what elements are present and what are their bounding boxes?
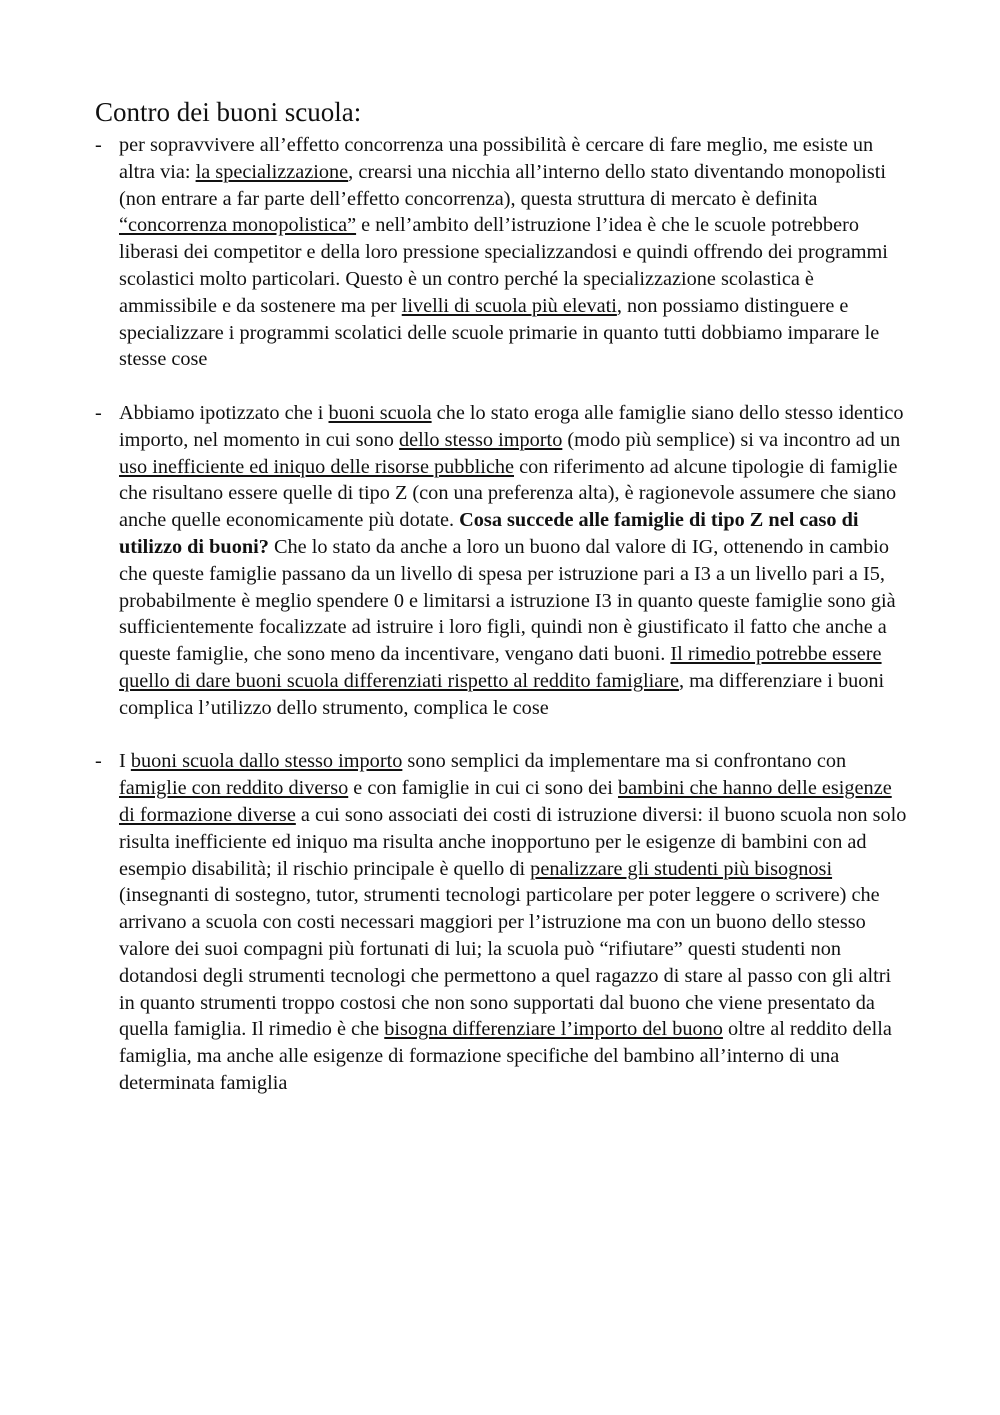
underlined-text: penalizzare gli studenti più bisognosi <box>530 857 833 880</box>
bold-question: Cosa succede alle famiglie di tipo Z nel caso di utilizzo di buoni? <box>119 509 859 558</box>
text-run: per sopravvivere all’effetto concorrenza una possibilità è cercare di fare meglio, me esiste un altra via: <box>119 134 874 183</box>
underlined-text: “concorrenza monopolistica” <box>119 214 357 237</box>
item-text <box>119 750 906 1094</box>
text-run: sono semplici da implementare ma si confrontano con <box>402 750 847 773</box>
bullet-dash: - <box>95 134 102 156</box>
text-run: a cui sono associati dei costi di istruzione diversi: il buono scuola non solo risulta inefficiente ed iniquo ma risulta anche inopportuno per le esigenze di bambini con ad esempio disabilità; il rischio principale è quello di <box>119 803 907 880</box>
underlined-text: bambini che hanno delle esigenze di formazione diverse <box>119 777 892 826</box>
underlined-text: famiglie con reddito diverso <box>119 777 349 800</box>
text-run: , ma differenziare i buoni complica l’utilizzo dello strumento, complica le cose <box>119 669 885 719</box>
text-run: e con famiglie in cui ci sono dei <box>348 777 619 800</box>
text-run: (insegnanti di sostegno, tutor, strumenti tecnologi particolare per poter leggere o scrivere) che arrivano a scuola con costi necessari maggiori per l’istruzione ma con un buono dello stesso valore dei suoi compagni più fortunati di lui; la scuola può “rifiutare” questi studenti non dotandosi degli strumenti tecnologi che permettono a quel ragazzo di stare al passo con gli altri in quanto strumenti troppo costosi che non sono supportati dal buono che viene presentato da quella famiglia. Il rimedio è che <box>119 884 892 1041</box>
text-run: , non possiamo distinguere e specializzare i programmi scolatici delle scuole primarie in quanto tutti dobbiamo imparare le stesse cose <box>119 294 880 371</box>
underlined-text: la specializzazione <box>195 160 349 183</box>
text-run: Che lo stato da anche a loro un buono dal valore di IG, ottenendo in cambio che queste famiglie passano da un livello di spesa per istruzione pari a I3 a un livello pari a I5, probabilmente è meglio spendere 0 e limitarsi a istruzione I3 in quanto queste famiglie sono già sufficientemente focalizzate ad istruire i loro figli, quindi non è giustificato il fatto che anche a queste famiglie, che sono meno da incentivare, vengano dati buoni. <box>119 535 896 666</box>
text-run: che lo stato eroga alle famiglie siano dello stesso identico importo, nel momento in cui sono <box>119 401 904 451</box>
bullet-dash: - <box>95 401 102 424</box>
text-run: oltre al reddito della famiglia, ma anche alle esigenze di formazione specifiche del bambino all’interno di una determinata famiglia <box>119 1018 892 1094</box>
text-run: I <box>119 750 131 773</box>
underlined-text: buoni scuola <box>328 401 432 424</box>
underlined-text: dello stesso importo <box>398 428 563 451</box>
text-run: con riferimento ad alcune tipologie di famiglie che risultano essere quelle di tipo Z (con una preferenza alta), è ragionevole assumere che siano anche quelle economicamente più dotate. <box>119 455 898 532</box>
underlined-text: livelli di scuola più elevati <box>401 294 617 317</box>
bullet-dash: - <box>95 750 102 773</box>
list-item <box>95 132 910 373</box>
text-run: e nell’ambito dell’istruzione l’idea è che le scuole potrebbero liberasi dei competitor e della loro pressione specializzandosi e quindi offrendo dei programmi scolastici molto particolari. Questo è un contro perché la specializzazione scolastica è ammissibile e da sostenere ma per <box>119 214 888 317</box>
underlined-text: Il rimedio potrebbe essere quello di dare buoni scuola differenziati rispetto al reddito famigliare <box>119 643 882 692</box>
list-item <box>95 400 910 722</box>
page-title: Contro dei buoni scuola: <box>95 97 362 127</box>
list-item <box>95 748 910 1096</box>
underlined-text: bisogna differenziare l’importo del buono <box>384 1018 723 1041</box>
item-text <box>119 134 888 370</box>
text-run: , crearsi una nicchia all’interno dello stato diventando monopolisti (non entrare a far parte dell’effetto concorrenza), questa struttura di mercato è definita <box>119 160 887 210</box>
item-text <box>119 402 904 719</box>
underlined-text: uso inefficiente ed iniquo delle risorse pubbliche <box>119 455 514 478</box>
underlined-text: buoni scuola dallo stesso importo <box>130 750 403 773</box>
text-run: (modo più semplice) si va incontro ad un <box>562 428 901 451</box>
text-run: Abbiamo ipotizzato che i <box>119 401 329 424</box>
bullet-list <box>95 132 910 1097</box>
